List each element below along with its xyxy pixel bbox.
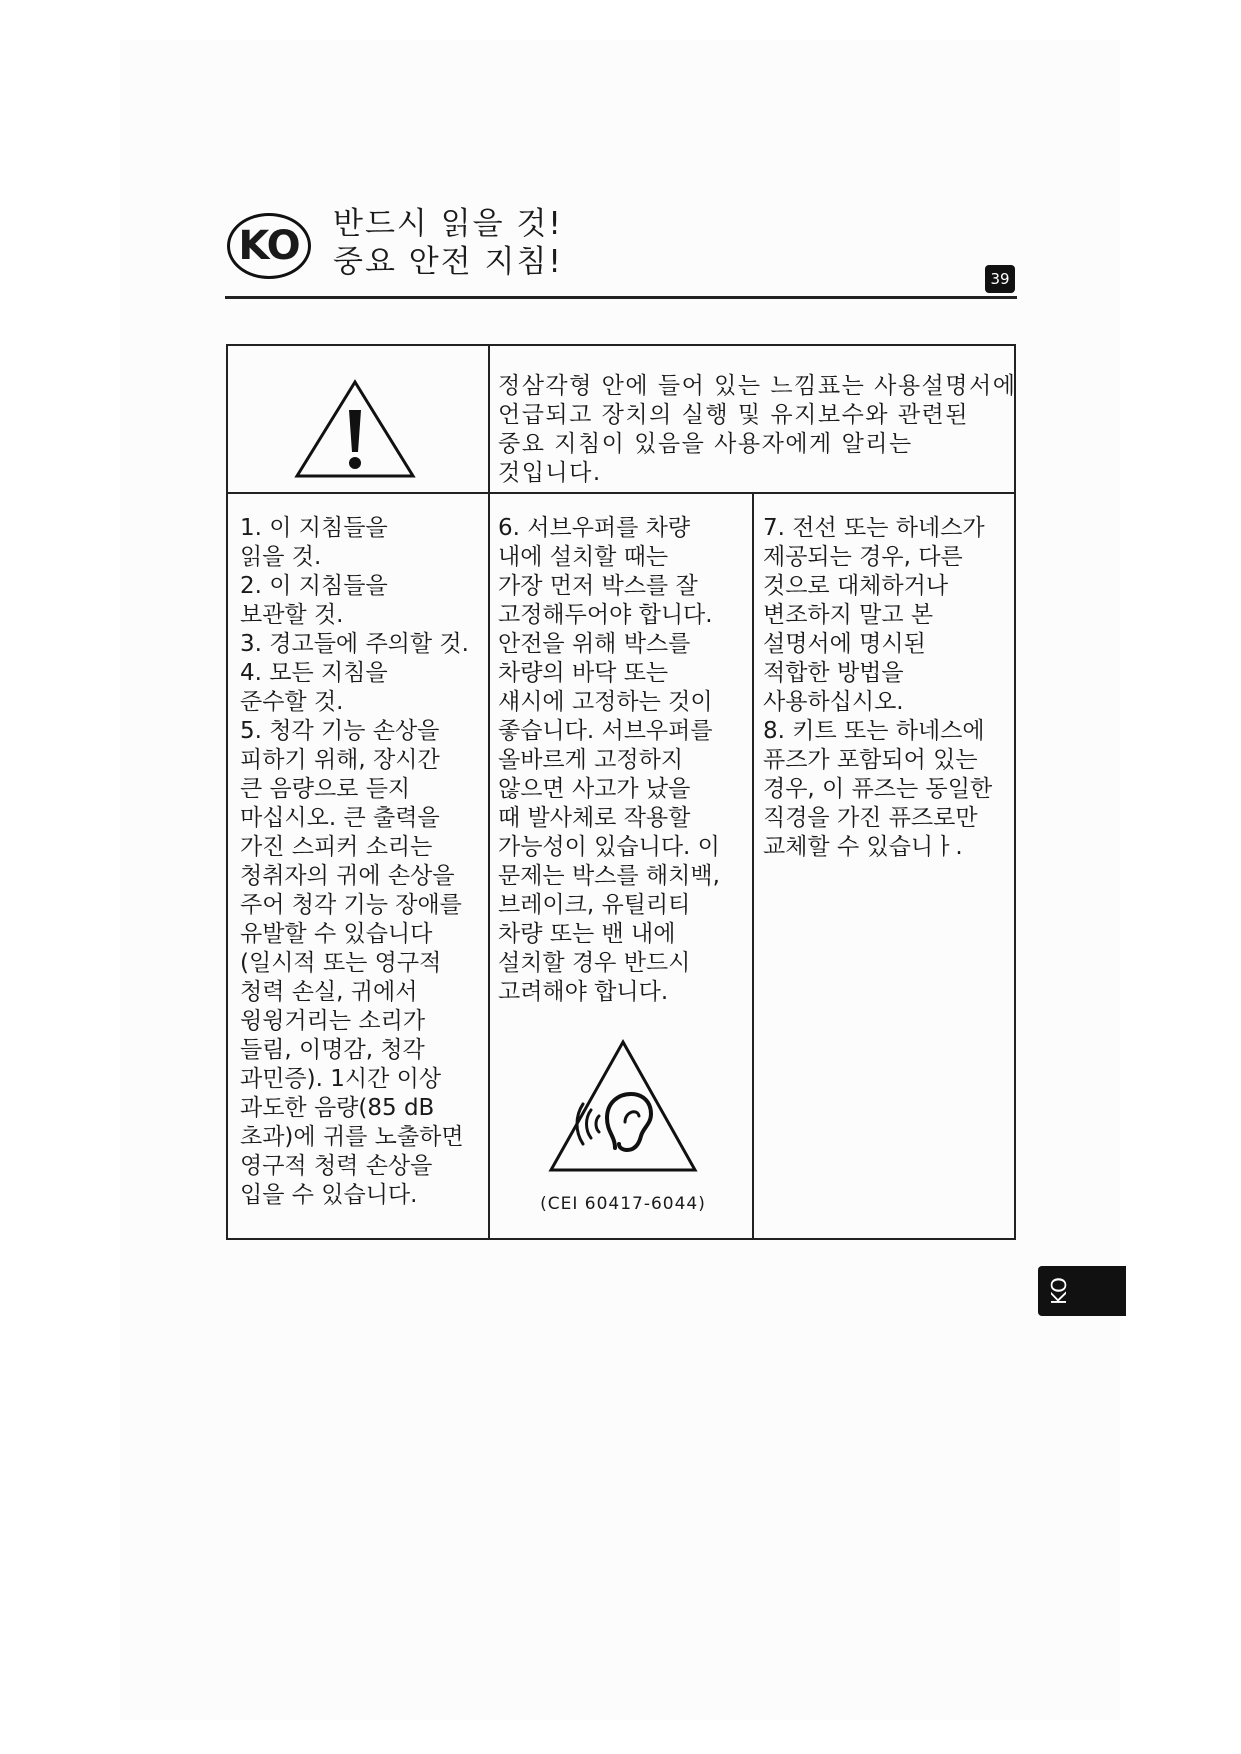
instructions-col-2: 6. 서브우퍼를 차량 내에 설치할 때는 가장 먼저 박스를 잘 고정해두어야 합니다. 안전을 위해 박스를 차량의 바닥 또는 섀시에 고정하는 것이 좋습니다. 서브우퍼를 올바르게 고정하지 않으면 사고가 났을 때 발사체로 작용할 가능성이 있습니다. 이 문제는 박스를 해치백, 브레이크, 유틸리티 차량 또는 밴 내에 설치할 경우 반드시 고려해야 합니다. — [498, 515, 720, 1005]
header-rule — [225, 296, 1017, 299]
page-title — [333, 205, 563, 281]
divider-row — [228, 492, 1014, 494]
safety-table — [226, 344, 1016, 1240]
ear-warning-triangle-icon — [543, 1036, 703, 1176]
intro-text: 정삼각형 안에 들어 있는 느낌표는 사용설명서에 언급되고 장치의 실행 및 유지보수와 관련된 중요 지침이 있음을 사용자에게 알리는 것입니다. — [498, 373, 1017, 486]
title-line-1: 반드시 읽을 것! — [333, 206, 563, 242]
cei-label: (CEI 60417-6044) — [540, 1194, 706, 1214]
side-tab-label: KO — [1047, 1277, 1071, 1305]
language-badge: KO — [227, 213, 311, 279]
exclamation-triangle-icon — [293, 376, 417, 482]
page-number: 39 — [985, 265, 1015, 293]
title-line-2: 중요 안전 지침! — [333, 244, 563, 280]
instructions-col-1: 1. 이 지침들을 읽을 것. 2. 이 지침들을 보관할 것. 3. 경고들에 주의할 것. 4. 모든 지침을 준수할 것. 5. 청각 기능 손상을 피하기 위해, 장시간 큰 음량으로 듣지 마십시오. 큰 출력을 가진 스피커 소리는 청취자의 귀에 손상을 주어 청각 기능 장애를 유발할 수 있습니다 (일시적 또는 영구적 청력 손실, 귀에서 윙윙거리는 소리가 들림, 이명감, 청각 과민증). 1시간 이상 과도한 음량(85 dB 초과)에 귀를 노출하면 영구적 청력 손상을 입을 수 있습니다. — [240, 515, 469, 1208]
language-side-tab — [1038, 1266, 1126, 1316]
header — [225, 205, 1017, 300]
divider-2 — [752, 494, 754, 1238]
instructions-col-3: 7. 전선 또는 하네스가 제공되는 경우, 다른 것으로 대체하거나 변조하지 말고 본 설명서에 명시된 적합한 방법을 사용하십시오. 8. 키트 또는 하네스에 퓨즈가 포함되어 있는 경우, 이 퓨즈는 동일한 직경을 가진 퓨즈로만 교체할 수 있습니ㅏ. — [763, 515, 993, 860]
